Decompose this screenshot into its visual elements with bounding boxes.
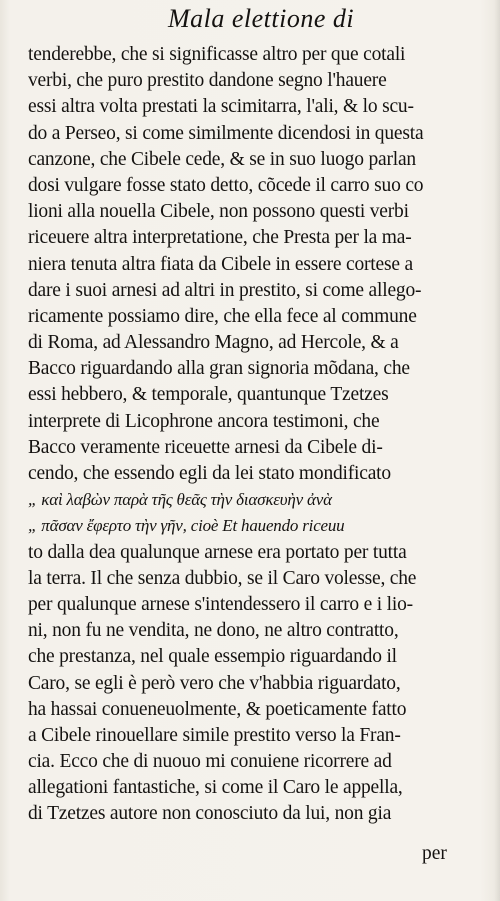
text-line: riceuere altra interpretatione, che Presta per la ma- (28, 227, 412, 249)
greek-quote-line: „ πᾶσαν ἔφερτο τὴν γῆν, cioè Et hauendo riceuu (28, 516, 345, 536)
text-line: di Roma, ad Alessandro Magno, ad Hercole, & a (28, 332, 399, 354)
text-line: interprete di Licophrone ancora testimoni, che (28, 410, 380, 432)
text-line: dosi vulgare fosse stato detto, cõcede il carro suo co (28, 174, 424, 196)
running-head: Mala elettione di (168, 4, 355, 33)
text-line: lioni alla nouella Cibele, non possono questi verbi (28, 201, 409, 223)
text-line: ni, non fu ne vendita, ne dono, ne altro contratto, (28, 620, 399, 642)
text-line: cia. Ecco che di nuouo mi conuiene ricorrere ad (28, 751, 392, 773)
text-line: essi altra volta prestati la scimitarra, l'ali, & lo scu- (28, 96, 414, 118)
text-line: ha hassai conueneuolmente, & poeticamente fatto (28, 698, 407, 720)
text-line: do a Perseo, si come similmente dicendosi in questa (28, 122, 424, 144)
greek-quote-line: „ καὶ λαβὼν παρὰ τῆς θεᾶς τὴν διασκευὴν ἀνὰ (28, 490, 332, 510)
body-text (28, 42, 488, 828)
text-line: Bacco veramente riceuette arnesi da Cibele di- (28, 436, 383, 458)
text-line: canzone, che Cibele cede, & se in suo luogo parlan (28, 148, 416, 170)
text-line: la terra. Il che senza dubbio, se il Caro volesse, che (28, 567, 417, 589)
text-line: Bacco riguardando alla gran signoria mõdana, che (28, 358, 410, 380)
page-edge-shadow (494, 0, 500, 901)
text-line: a Cibele rinouellare simile prestito verso la Fran- (28, 724, 401, 746)
text-line: to dalla dea qualunque arnese era portato per tutta (28, 541, 407, 563)
text-line: cendo, che essendo egli da lei stato mondificato (28, 463, 391, 484)
text-line: allegationi fantastiche, si come il Caro le appella, (28, 777, 403, 799)
text-line: dare i suoi arnesi ad altri in prestito, si come allego- (28, 279, 422, 301)
text-line: Caro, se egli è però vero che v'habbia riguardato, (28, 672, 401, 694)
text-line: di Tzetzes autore non conosciuto da lui, non gia (28, 803, 392, 825)
catchword: per (422, 843, 447, 864)
text-line: essi hebbero, & temporale, quantunque Tzetzes (28, 384, 389, 406)
text-line: tenderebbe, che si significasse altro per que cotali (28, 44, 406, 65)
text-line: per qualunque arnese s'intendessero il carro e i lio- (28, 593, 413, 615)
text-line: verbi, che puro prestito dandone segno l'hauere (28, 70, 387, 92)
text-line: niera tenuta altra fiata da Cibele in essere cortese a (28, 253, 413, 275)
text-line: ricamente possiamo dire, che ella fece al commune (28, 305, 417, 327)
text-line: che prestanza, nel quale essempio riguardando il (28, 646, 397, 668)
